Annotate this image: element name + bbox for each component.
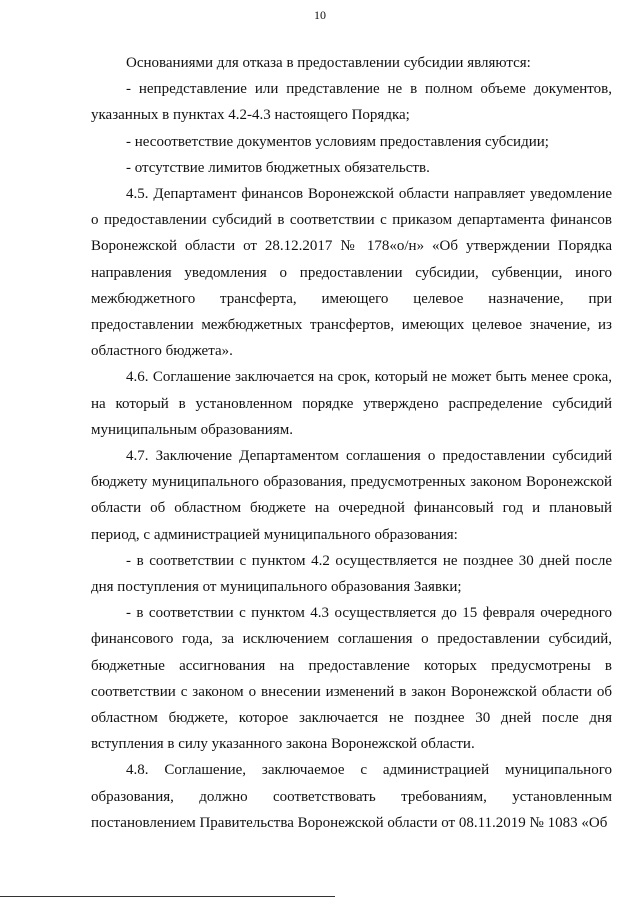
document-body [91,50,612,836]
paragraph-bullet-documents: - непредставление или представление не в полном объеме документов, указанных в пунктах 4.2-4.3 настоящего Порядка; [91,81,612,124]
paragraph-refusal-grounds: Основаниями для отказа в предоставлении субсидии являются: [126,55,531,71]
paragraph-4-5: 4.5. Департамент финансов Воронежской области направляет уведомление о предоставлении субсидий в соответствии с приказом департамента финансов Воронежской области от 28.12.2017 № 178«о/н» «Об утверждении Порядка направления уведомления о предоставлении субсидии, субвенции, иного межбюджетного трансферта, имеющего целевое назначение, при предоставлении межбюджетных трансфертов, имеющих целевое значение, из областного бюджета». [91,186,612,360]
paragraph-4-8: 4.8. Соглашение, заключаемое с администрацией муниципального образования, должно соответствовать требованиям, установленным постановлением Правительства Воронежской области от 08.11.2019 № 1083 «Об [91,762,612,831]
paragraph-bullet-4-2: - в соответствии с пунктом 4.2 осуществляется не позднее 30 дней после дня поступления от муниципального образования Заявки; [91,552,612,596]
footer-divider [0,896,335,897]
paragraph-4-6: 4.6. Соглашение заключается на срок, который не может быть менее срока, на который в установленном порядке утверждено распределение субсидий муниципальным образованиям. [91,369,612,438]
page-number: 10 [314,8,326,22]
paragraph-4-7: 4.7. Заключение Департаментом соглашения о предоставлении субсидий бюджету муниципального образования, предусмотренных законом Воронежской области об областном бюджете на очередной финансовый год и плановый период, с администрацией муниципального образования: [91,448,612,543]
paragraph-bullet-limits: - отсутствие лимитов бюджетных обязательств. [126,159,430,176]
paragraph-bullet-conditions: - несоответствие документов условиям предоставления субсидии; [126,133,549,150]
paragraph-bullet-4-3: - в соответствии с пунктом 4.3 осуществляется до 15 февраля очередного финансового года, за исключением соглашения о предоставлении субсидий, бюджетные ассигнования на предоставление которых предусмотрены в соответствии с законом о внесении изменений в закон Воронежской области об областном бюджете, которое заключается не позднее 30 дней после дня вступления в силу указанного закона Воронежской области. [91,605,612,753]
